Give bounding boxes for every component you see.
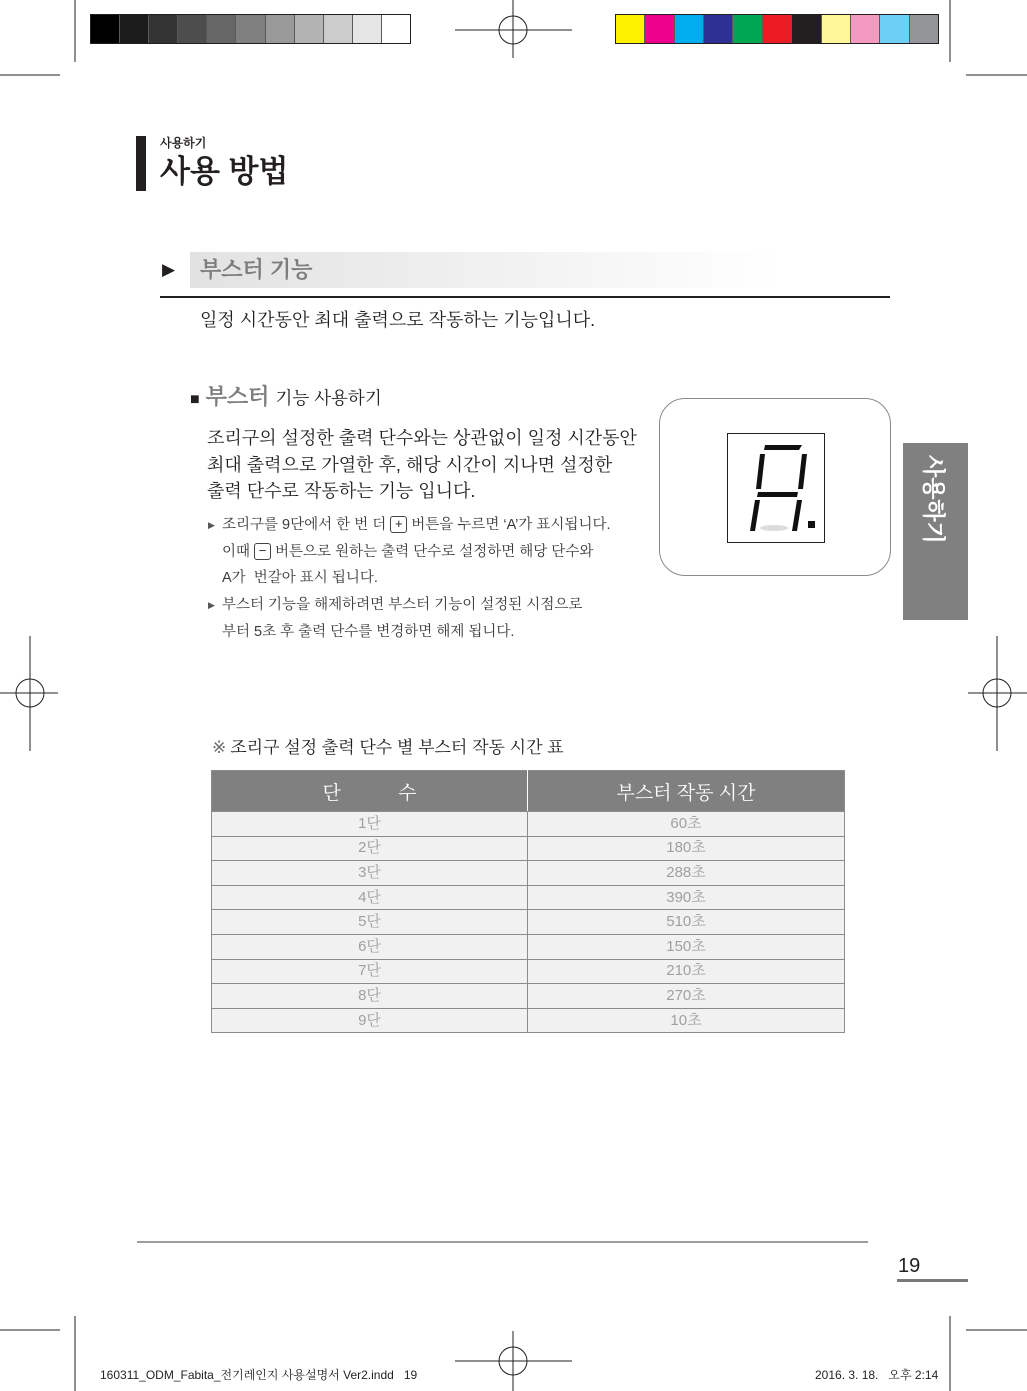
note-text: 이때 [222,543,251,560]
reference-mark-icon: ※ [212,738,227,757]
note-bullet-icon: ▶ [208,600,215,611]
cell-time: 288초 [528,861,845,886]
crop-mark-bottom-left [0,1316,75,1391]
chapter-side-tab [903,443,968,620]
segment-digit-a-icon [727,433,825,543]
slug-file-info: 160311_ODM_Fabita_전기레인지 사용설명서 Ver2.indd 19 [100,1368,418,1382]
cell-step: 7단 [212,959,528,984]
column-header-steps: 단 수 [212,771,528,812]
registration-mark-top [455,0,572,58]
section-intro: 일정 시간동안 최대 출력으로 작동하는 기능입니다. [200,310,596,330]
usage-heading-highlight: 부스터 [205,384,270,409]
note-text: 버튼을 누르면 ‘A’가 표시됩니다. [411,517,611,533]
footer-divider [137,1241,868,1243]
note-item [208,592,611,645]
cell-step: 1단 [212,812,528,837]
segment-upper-left [756,454,765,489]
chapter-category: 사용하기 [160,136,207,150]
table-row [212,984,845,1009]
usage-paragraph [207,425,637,505]
note-text: 조리구를 9단에서 한 번 더 [222,517,387,533]
side-tab-label: 사용하기 [921,455,947,544]
cell-step: 8단 [212,984,528,1009]
chapter-marker-bar [136,136,146,191]
page-number: 19 [898,1255,921,1277]
boost-time-table [211,770,845,1033]
cell-time: 510초 [528,910,845,935]
page-number-underline [897,1279,968,1282]
page-title: 사용 방법 [160,154,289,189]
cell-time: 390초 [528,885,845,910]
segment-upper-right [798,454,807,489]
registration-mark-left [0,636,58,751]
table-row [212,934,845,959]
note-line [208,592,611,619]
cell-step: 3단 [212,861,528,886]
cell-step: 6단 [212,934,528,959]
cell-step: 5단 [212,910,528,935]
section-divider [160,296,890,298]
table-caption-text: 조리구 설정 출력 단수 별 부스터 작동 시간 표 [230,738,564,757]
cell-time: 60초 [528,812,845,837]
note-text: 버튼으로 원하는 출력 단수로 설정하면 해당 단수와 [275,543,594,560]
table-row [212,812,845,837]
cell-time: 180초 [528,836,845,861]
column-header-boost-time: 부스터 작동 시간 [528,771,845,812]
section-heading-bar [190,252,780,288]
segment-lower-right [792,500,802,531]
plus-button-icon: + [390,516,407,533]
note-line [208,512,611,539]
note-text: A가 번갈아 표시 됩니다. [222,570,378,587]
cell-step: 2단 [212,836,528,861]
crop-mark-bottom-right [950,1316,1027,1391]
slug-timestamp: 2016. 3. 18. 오후 2:14 [815,1368,939,1382]
table-row [212,885,845,910]
table-row [212,910,845,935]
section-title: 부스터 기능 [200,257,313,282]
segment-decimal-point [808,521,815,528]
note-line [208,619,611,646]
square-bullet-icon: ■ [190,391,200,408]
table-row [212,836,845,861]
cell-time: 150초 [528,934,845,959]
cell-step: 4단 [212,885,528,910]
paragraph-line: 조리구의 설정한 출력 단수와는 상관없이 일정 시간동안 [207,428,637,448]
table-row [212,1008,845,1033]
cell-time: 10초 [528,1008,845,1033]
cell-time: 270초 [528,984,845,1009]
note-line [208,539,611,566]
registration-mark-right [968,636,1027,751]
table-row [212,959,845,984]
cell-step: 9단 [212,1008,528,1033]
usage-heading-text: 기능 사용하기 [275,388,382,408]
table-header-row [212,771,845,812]
cell-time: 210초 [528,959,845,984]
section-arrow-icon: ▶ [162,260,176,279]
segment-bottom-unlit [760,525,788,531]
crop-mark-top-right [950,0,1027,75]
note-item [208,512,611,592]
table-caption [212,736,564,760]
paragraph-line: 출력 단수로 작동하는 기능 입니다. [207,481,476,501]
registration-mark-bottom [455,1331,572,1391]
seven-segment-display-a-icon [727,433,825,543]
note-line [208,565,611,592]
minus-button-icon: − [254,543,271,560]
usage-heading [190,383,382,414]
note-text: 부터 5초 후 출력 단수를 변경하면 해제 됩니다. [222,623,515,640]
note-bullet-icon: ▶ [208,520,215,530]
crop-mark-top-left [0,0,75,75]
usage-notes [208,512,611,645]
table-row [212,861,845,886]
segment-lower-left [750,500,760,531]
note-text: 부스터 기능을 해제하려면 부스터 기능이 설정된 시점으로 [222,597,583,614]
paragraph-line: 최대 출력으로 가열한 후, 해당 시간이 지나면 설정한 [207,454,613,475]
segment-top [764,445,802,450]
segment-middle [757,492,798,497]
